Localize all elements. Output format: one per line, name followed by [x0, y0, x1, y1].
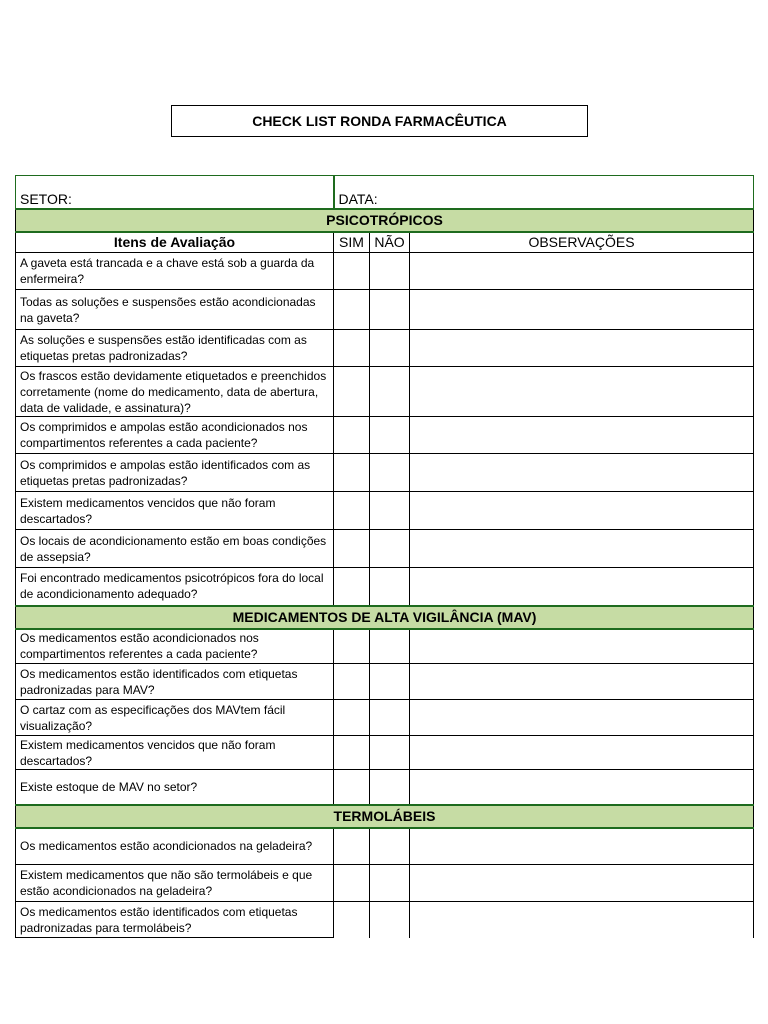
obs-cell[interactable] [410, 736, 754, 770]
checklist-item: Todas as soluções e suspensões estão acondicionadas na gaveta? [16, 290, 334, 330]
sim-cell[interactable] [334, 865, 370, 902]
section-header-mav: MEDICAMENTOS DE ALTA VIGILÂNCIA (MAV) [16, 606, 754, 629]
sim-cell[interactable] [334, 253, 370, 290]
sim-cell[interactable] [334, 902, 370, 938]
section-header-termolabeis: TERMOLÁBEIS [16, 805, 754, 828]
obs-cell[interactable] [410, 530, 754, 568]
obs-cell[interactable] [410, 828, 754, 865]
obs-cell[interactable] [410, 902, 754, 938]
nao-cell[interactable] [370, 664, 410, 700]
checklist-item: Os medicamentos estão acondicionados na geladeira? [16, 828, 334, 865]
nao-cell[interactable] [370, 700, 410, 736]
nao-cell[interactable] [370, 330, 410, 367]
sim-cell[interactable] [334, 367, 370, 417]
checklist-item: O cartaz com as especificações dos MAVtem fácil visualização? [16, 700, 334, 736]
sim-cell[interactable] [334, 568, 370, 606]
checklist-table [15, 175, 754, 938]
checklist-item: A gaveta está trancada e a chave está sob a guarda da enfermeira? [16, 253, 334, 290]
nao-cell[interactable] [370, 290, 410, 330]
checklist-item: Existem medicamentos vencidos que não foram descartados? [16, 492, 334, 530]
sim-cell[interactable] [334, 417, 370, 454]
nao-cell[interactable] [370, 492, 410, 530]
col-header-obs: OBSERVAÇÕES [410, 232, 754, 253]
sim-cell[interactable] [334, 736, 370, 770]
nao-cell[interactable] [370, 902, 410, 938]
checklist-item: Os medicamentos estão identificados com etiquetas padronizadas para termolábeis? [16, 902, 334, 938]
setor-field[interactable]: SETOR: [16, 176, 334, 209]
nao-cell[interactable] [370, 568, 410, 606]
obs-cell[interactable] [410, 865, 754, 902]
checklist-item: Existe estoque de MAV no setor? [16, 770, 334, 805]
nao-cell[interactable] [370, 629, 410, 664]
obs-cell[interactable] [410, 290, 754, 330]
obs-cell[interactable] [410, 492, 754, 530]
checklist-item: Existem medicamentos que não são termolábeis e que estão acondicionados na geladeira? [16, 865, 334, 902]
data-field[interactable]: DATA: [334, 176, 754, 209]
sim-cell[interactable] [334, 454, 370, 492]
nao-cell[interactable] [370, 828, 410, 865]
col-header-sim: SIM [334, 232, 370, 253]
obs-cell[interactable] [410, 664, 754, 700]
nao-cell[interactable] [370, 865, 410, 902]
sim-cell[interactable] [334, 629, 370, 664]
nao-cell[interactable] [370, 770, 410, 805]
page-title: CHECK LIST RONDA FARMACÊUTICA [171, 105, 588, 137]
obs-cell[interactable] [410, 330, 754, 367]
checklist-item: Os medicamentos estão acondicionados nos compartimentos referentes a cada paciente? [16, 629, 334, 664]
sim-cell[interactable] [334, 330, 370, 367]
nao-cell[interactable] [370, 454, 410, 492]
sim-cell[interactable] [334, 700, 370, 736]
checklist-item: Existem medicamentos vencidos que não foram descartados? [16, 736, 334, 770]
obs-cell[interactable] [410, 253, 754, 290]
col-header-items: Itens de Avaliação [16, 232, 334, 253]
obs-cell[interactable] [410, 367, 754, 417]
obs-cell[interactable] [410, 770, 754, 805]
obs-cell[interactable] [410, 700, 754, 736]
nao-cell[interactable] [370, 530, 410, 568]
checklist-item: Os comprimidos e ampolas estão acondicionados nos compartimentos referentes a cada paciente? [16, 417, 334, 454]
sim-cell[interactable] [334, 492, 370, 530]
checklist-item: As soluções e suspensões estão identificadas com as etiquetas pretas padronizadas? [16, 330, 334, 367]
sim-cell[interactable] [334, 664, 370, 700]
obs-cell[interactable] [410, 417, 754, 454]
sim-cell[interactable] [334, 530, 370, 568]
nao-cell[interactable] [370, 736, 410, 770]
sim-cell[interactable] [334, 290, 370, 330]
obs-cell[interactable] [410, 454, 754, 492]
obs-cell[interactable] [410, 568, 754, 606]
checklist-item: Os frascos estão devidamente etiquetados e preenchidos corretamente (nome do medicamento, data de abertura, data de validade, e assinatura)? [16, 367, 334, 417]
checklist-item: Foi encontrado medicamentos psicotrópicos fora do local de acondicionamento adequado? [16, 568, 334, 606]
nao-cell[interactable] [370, 253, 410, 290]
sim-cell[interactable] [334, 828, 370, 865]
col-header-nao: NÃO [370, 232, 410, 253]
obs-cell[interactable] [410, 629, 754, 664]
checklist-item: Os comprimidos e ampolas estão identificados com as etiquetas pretas padronizadas? [16, 454, 334, 492]
checklist-item: Os locais de acondicionamento estão em boas condições de assepsia? [16, 530, 334, 568]
checklist-item: Os medicamentos estão identificados com etiquetas padronizadas para MAV? [16, 664, 334, 700]
sim-cell[interactable] [334, 770, 370, 805]
section-header-psicotropicos: PSICOTRÓPICOS [16, 209, 754, 232]
nao-cell[interactable] [370, 367, 410, 417]
nao-cell[interactable] [370, 417, 410, 454]
